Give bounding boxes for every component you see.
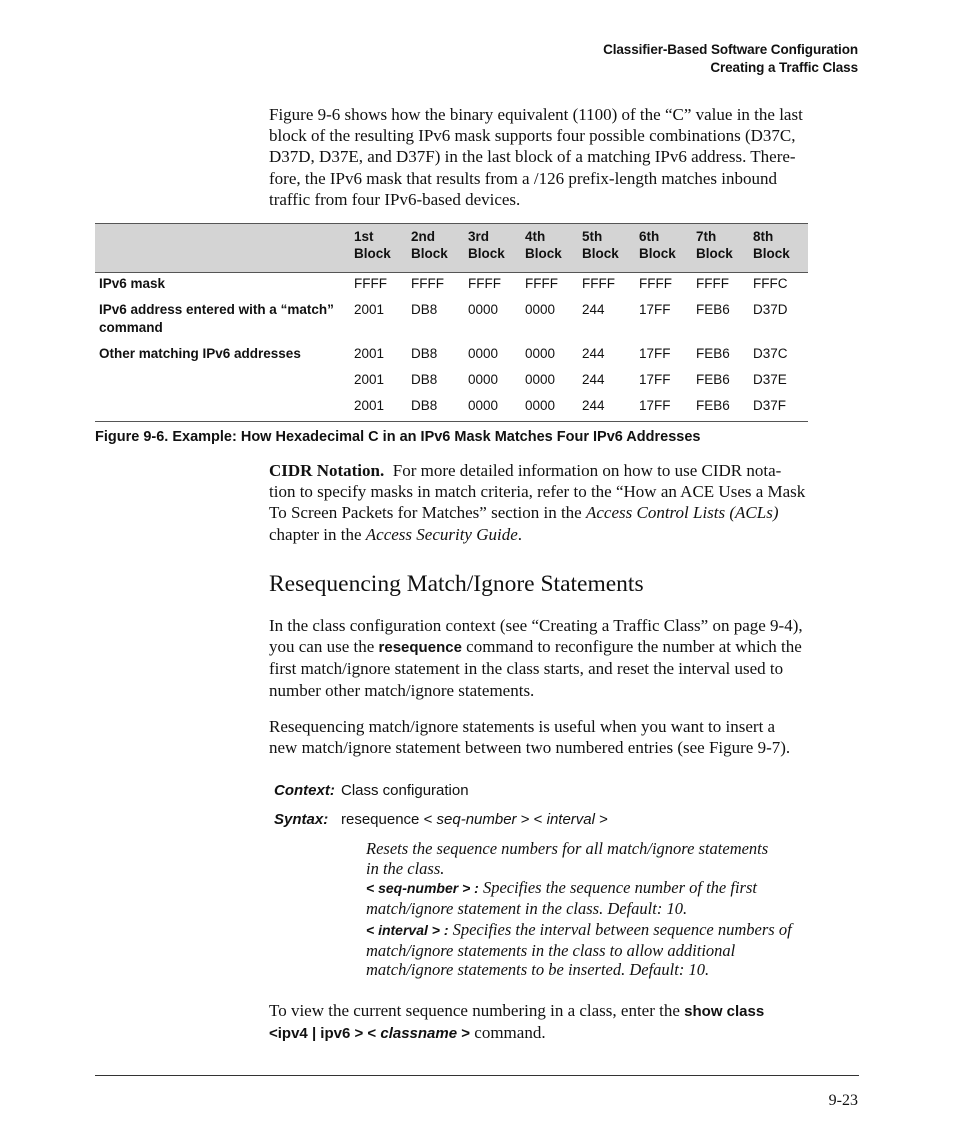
desc-line: match/ignore statement in the class. Default: 10.	[366, 898, 688, 918]
table-cell: FFFC	[753, 276, 788, 291]
table-cell: 17FF	[639, 302, 671, 317]
cidr-line: tion to specify masks in match criteria, refer to the “How an ACE Uses a Mask	[269, 482, 806, 502]
row-label	[95, 369, 350, 395]
section-title: Resequencing Match/Ignore Statements	[269, 571, 644, 597]
syntax-value	[341, 811, 608, 828]
intro-line: traffic from four IPv6-based devices.	[269, 189, 521, 209]
table-header-cell	[95, 224, 350, 273]
table-cell: FFFF	[525, 276, 558, 291]
table-header-cell: 2nd Block	[411, 229, 448, 261]
table-cell: DB8	[411, 346, 438, 361]
para-line: In the class configuration context (see “Creating a Traffic Class” on page 9-4),	[269, 616, 803, 635]
table-cell: 0000	[468, 346, 499, 361]
figure-caption: Figure 9-6. Example: How Hexadecimal C in an IPv6 Mask Matches Four IPv6 Addresses	[95, 429, 701, 445]
intro-line: Figure 9-6 shows how the binary equivalent (1100) of the “C” value in the last	[269, 105, 803, 124]
desc-line: in the class.	[366, 858, 445, 878]
para-line: command to reconfigure the number at which the	[466, 637, 802, 657]
cidr-paragraph	[269, 460, 859, 545]
table-cell: D37F	[753, 398, 787, 413]
intro-paragraph	[269, 104, 859, 210]
bracket: <	[533, 811, 543, 828]
resequence-paragraph	[269, 615, 859, 701]
table-header-cell: 7th Block	[696, 229, 733, 261]
table-header-cell: 4th Block	[525, 229, 562, 261]
table-cell: D37C	[753, 346, 788, 361]
table-row	[95, 369, 808, 395]
usefulness-paragraph	[269, 716, 859, 758]
table-header-row	[95, 224, 808, 273]
table-cell: 2001	[354, 302, 385, 317]
table-cell: 0000	[468, 372, 499, 387]
acl-reference: Access Control Lists (ACLs)	[585, 503, 779, 523]
table-row	[95, 273, 808, 300]
row-label: Other matching IPv6 addresses	[99, 346, 301, 361]
desc-line: Specifies the interval between sequence numbers of	[452, 920, 792, 939]
table-cell: FEB6	[696, 302, 730, 317]
table-cell: 244	[582, 372, 605, 387]
table-cell: 0000	[525, 372, 556, 387]
table-cell: 17FF	[639, 346, 671, 361]
row-label: IPv6 address entered with a “match” command	[99, 302, 334, 335]
para-line: number other match/ignore statements.	[269, 680, 535, 700]
header-chapter: Classifier-Based Software Configuration	[603, 42, 858, 57]
para-line: you can use the	[269, 637, 375, 657]
seq-number-param-label: < seq-number > :	[366, 880, 479, 896]
table-header-cell: 5th Block	[582, 229, 619, 261]
table-cell: 244	[582, 398, 605, 413]
context-label: Context:	[274, 782, 335, 799]
table-cell: FFFF	[696, 276, 729, 291]
table-cell: 0000	[525, 302, 556, 317]
table-cell: 2001	[354, 372, 385, 387]
show-class-command: show class	[684, 1003, 765, 1020]
table-cell: DB8	[411, 302, 438, 317]
para-line: Resequencing match/ignore statements is useful when you want to insert a	[269, 717, 776, 736]
desc-line: match/ignore statements to be inserted. Default: 10.	[366, 960, 710, 979]
para-line: new match/ignore statement between two numbered entries (see Figure 9-7).	[269, 738, 791, 758]
bracket: <	[423, 811, 433, 828]
table-row	[95, 395, 808, 422]
seq-number-param: seq-number	[436, 811, 517, 828]
table-cell: 17FF	[639, 398, 671, 413]
table-cell: DB8	[411, 398, 438, 413]
table-cell: DB8	[411, 372, 438, 387]
cidr-line: To Screen Packets for Matches” section in the	[269, 503, 582, 523]
table-cell: FFFF	[639, 276, 672, 291]
table-cell: D37E	[753, 372, 787, 387]
para-line: first match/ignore statement in the class starts, and reset the interval used to	[269, 659, 784, 679]
cidr-line: chapter in the	[269, 524, 362, 544]
table-cell: 0000	[468, 302, 499, 317]
desc-line: match/ignore statements in the class to allow additional	[366, 940, 736, 960]
punctuation: .	[517, 524, 523, 544]
table-cell: 17FF	[639, 372, 671, 387]
table-cell: 0000	[468, 398, 499, 413]
desc-line: Resets the sequence numbers for all match/ignore statements	[366, 839, 769, 858]
show-class-args: <ipv4 | ipv6 > < classname >	[269, 1025, 471, 1043]
cidr-heading: CIDR Notation.	[269, 461, 385, 480]
table-cell: FEB6	[696, 372, 730, 387]
table-cell: 244	[582, 302, 605, 317]
table-cell: 0000	[525, 398, 556, 413]
desc-line: Specifies the sequence number of the first	[482, 878, 757, 897]
context-value: Class configuration	[341, 782, 469, 799]
ipv6-block-table	[95, 223, 808, 422]
footer-rule	[95, 1075, 859, 1076]
table-cell: D37D	[753, 302, 788, 317]
bracket: >	[520, 811, 530, 828]
security-guide-reference: Access Security Guide	[365, 524, 518, 544]
table-cell: FFFF	[411, 276, 444, 291]
table-header-cell: 1st Block	[354, 229, 391, 261]
syntax-description	[366, 839, 856, 980]
closing-paragraph	[269, 1000, 859, 1044]
table-cell: 2001	[354, 346, 385, 361]
table-cell: FFFF	[468, 276, 501, 291]
syntax-label: Syntax:	[274, 811, 329, 828]
table-cell: 2001	[354, 398, 385, 413]
intro-line: fore, the IPv6 mask that results from a /126 prefix-length matches inbound	[269, 168, 777, 188]
cidr-line: For more detailed information on how to use CIDR nota-	[392, 461, 782, 480]
page-number: 9-23	[828, 1092, 858, 1109]
para-line: To view the current sequence numbering in a class, enter the	[269, 1001, 680, 1020]
header-section: Creating a Traffic Class	[710, 60, 858, 75]
para-line: command.	[474, 1023, 546, 1043]
bracket: >	[599, 811, 608, 828]
intro-line: D37D, D37E, and D37F) in the last block of a matching IPv6 address. There-	[269, 147, 796, 167]
interval-param: interval	[546, 811, 595, 828]
intro-line: block of the resulting IPv6 mask supports four possible combinations (D37C,	[269, 126, 796, 146]
table-cell: 0000	[525, 346, 556, 361]
resequence-command: resequence	[378, 639, 462, 657]
table-header-cell: 8th Block	[753, 229, 790, 261]
syntax-command: resequence	[341, 811, 420, 828]
table-cell: FEB6	[696, 398, 730, 413]
row-label: IPv6 mask	[99, 276, 166, 291]
table-row	[95, 299, 808, 343]
table-cell: FEB6	[696, 346, 730, 361]
running-header	[603, 41, 858, 77]
table-header-cell: 6th Block	[639, 229, 676, 261]
table-cell: FFFF	[354, 276, 387, 291]
table-cell: FFFF	[582, 276, 615, 291]
table-cell: 244	[582, 346, 605, 361]
interval-param-label: < interval > :	[366, 922, 449, 938]
row-label	[95, 395, 350, 422]
table-header-cell: 3rd Block	[468, 229, 505, 261]
table-row	[95, 343, 808, 369]
